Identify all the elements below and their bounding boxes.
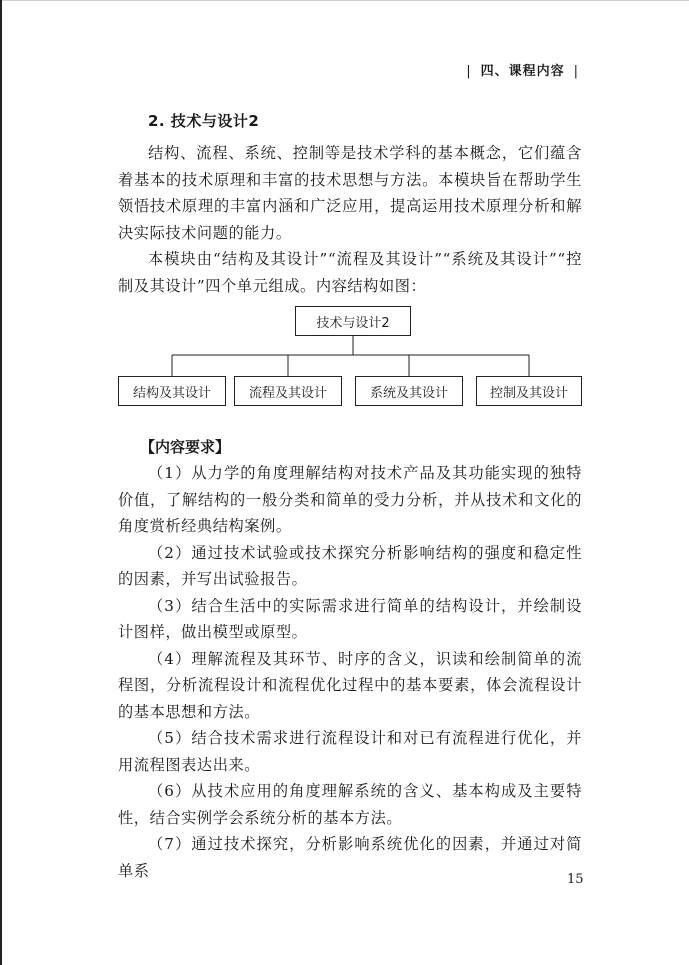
- requirement-item: （7）通过技术探究，分析影响系统优化的因素，并通过对简单系: [118, 835, 582, 880]
- requirement-item: （5）结合技术需求进行流程设计和对已有流程进行优化，并用流程图表达出来。: [118, 729, 582, 774]
- running-head-text: 四、课程内容: [480, 64, 565, 79]
- page-top-border: [0, 0, 689, 1]
- requirement-item: （6）从技术应用的角度理解系统的含义、基本构成及主要特性，结合实例学会系统分析的基本方法。: [118, 782, 582, 827]
- intro-paragraph-2: 本模块由“结构及其设计”“流程及其设计”“系统及其设计”“控制及其设计”四个单元组成。内容结构如图：: [118, 250, 582, 295]
- page-number: 15: [567, 872, 584, 887]
- diagram-node-control: 控制及其设计: [476, 376, 582, 406]
- running-head-bar-left: |: [466, 64, 472, 79]
- running-head: [457, 60, 588, 79]
- diagram-node-structure: 结构及其设计: [118, 376, 226, 406]
- requirement-item: （3）结合生活中的实际需求进行简单的结构设计，并绘制设计图样，做出模型或原型。: [118, 596, 582, 641]
- section-title: 2. 技术与设计2: [148, 112, 260, 130]
- running-head-bar-right: |: [573, 64, 579, 79]
- requirements-heading: 【内容要求】: [140, 438, 231, 456]
- requirements-list: [118, 460, 582, 884]
- diagram-node-process: 流程及其设计: [234, 376, 342, 406]
- requirement-item: （4）理解流程及其环节、时序的含义，识读和绘制简单的流程图，分析流程设计和流程优化过程中的基本要素，体会流程设计的基本思想和方法。: [118, 649, 582, 721]
- requirement-item: （1）从力学的角度理解结构对技术产品及其功能实现的独特价值，了解结构的一般分类和简单的受力分析，并从技术和文化的角度赏析经典结构案例。: [118, 464, 582, 535]
- diagram-node-system: 系统及其设计: [355, 376, 463, 406]
- diagram-root-node: 技术与设计2: [295, 306, 411, 336]
- requirement-item: （2）通过技术试验或技术探究分析影响结构的强度和稳定性的因素，并写出试验报告。: [118, 543, 582, 588]
- page-left-border: [0, 0, 2, 965]
- intro-paragraph-1: 结构、流程、系统、控制等是技术学科的基本概念，它们蕴含着基本的技术原理和丰富的技术思想与方法。本模块旨在帮助学生领悟技术原理的丰富内涵和广泛应用，提高运用技术原理分析和解决实际技术问题的能力。: [118, 144, 582, 242]
